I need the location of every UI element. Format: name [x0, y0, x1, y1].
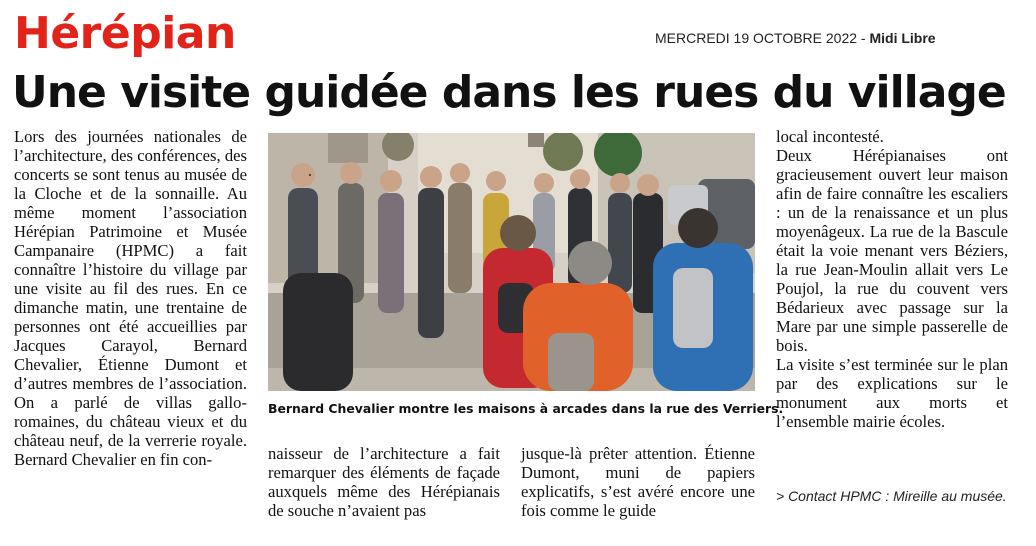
- column-3-text: jusque-là prêter attention. Étienne Dumont, muni de papiers explicatifs, s’est avéré encore une fois comme le guide: [521, 444, 755, 520]
- article-column-2: [268, 444, 500, 520]
- column-4-paragraph-1: local incontesté.: [776, 127, 884, 146]
- publication-date: MERCREDI 19 OCTOBRE 2022: [655, 30, 858, 46]
- article-photo: [268, 133, 755, 391]
- article-column-1: [14, 127, 247, 469]
- photo-caption: Bernard Chevalier montre les maisons à arcades dans la rue des Verriers.: [268, 401, 784, 416]
- publication-name: Midi Libre: [869, 30, 936, 46]
- town-name: Hérépian: [14, 8, 236, 59]
- contact-note: > Contact HPMC : Mireille au musée.: [776, 488, 1007, 504]
- dateline-separator: -: [857, 30, 870, 46]
- column-4-paragraph-2: Deux Hérépianaises ont gracieusement ouvert leur maison afin de faire connaître les escaliers : un de la renaissance et un plus moyenâgeux. La rue de la Bascule était la voie menant vers Béziers, la rue Jean-Moulin allait vers Le Poujol, la rue du couvent vers Bédarieux avec passage sur la Mare par une simple passerelle de bois.: [776, 146, 1008, 355]
- street-scene-illustration: [268, 133, 755, 391]
- article-column-4: [776, 127, 1008, 431]
- article-column-3: [521, 444, 755, 520]
- dateline: [655, 30, 936, 46]
- column-1-text: Lors des journées nationales de l’architecture, des conférences, des concerts se sont tenus au musée de la Cloche et de la sonnaille. Au même moment l’association Hérépian Patrimoine et Musée Campanaire (HPMC) a fait connaître l’histoire du village par une visite au fil des rues. En ce dimanche matin, une trentaine de personnes ont été accueillies par Jacques Carayol, Bernard Chevalier, Étienne Dumont et d’autres membres de l’association. On a parlé de villas gallo-romaines, du château vieux et du château neuf, de la verrerie royale. Bernard Chevalier en fin con-: [14, 127, 247, 469]
- column-2-text: naisseur de l’architecture a fait remarquer des éléments de façade auxquels même des Hérépianais de souche n’avaient pas: [268, 444, 500, 520]
- column-4-paragraph-3: La visite s’est terminée sur le plan par des explications sur le monument aux morts et l’ensemble mairie écoles.: [776, 355, 1008, 431]
- article-headline: Une visite guidée dans les rues du village: [12, 67, 1006, 118]
